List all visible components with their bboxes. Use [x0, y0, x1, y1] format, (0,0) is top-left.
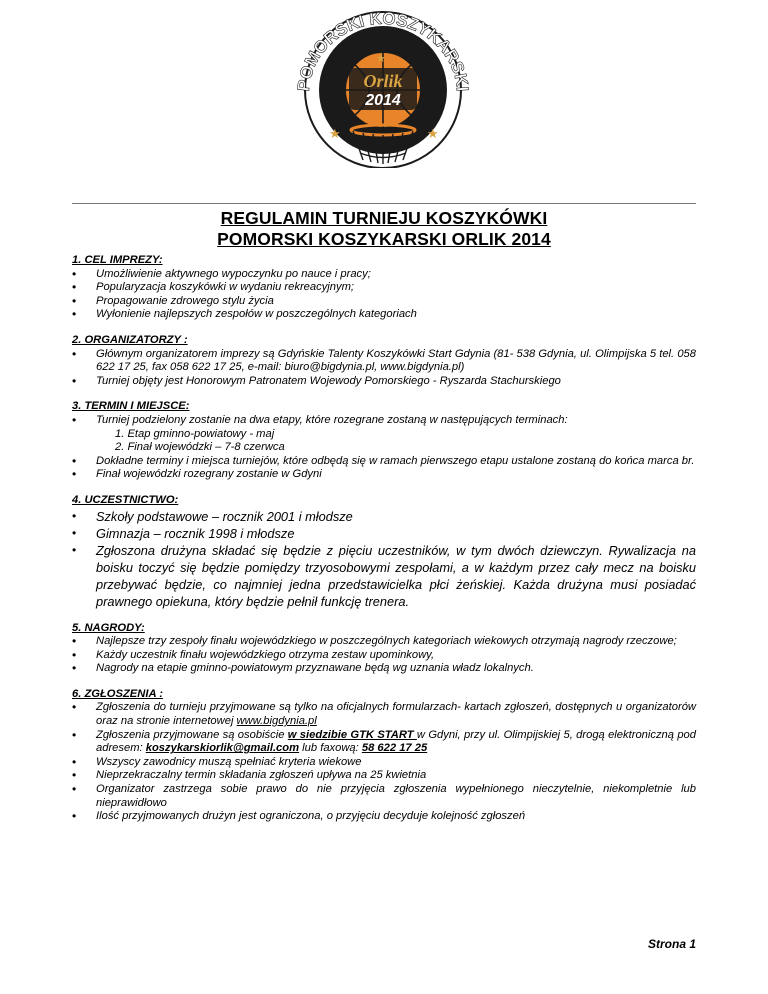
- tournament-logo: [285, 10, 481, 168]
- list-item: • Finał wojewódzki rozegrany zostanie w Gdyni: [72, 468, 696, 482]
- regulations-body: [72, 254, 696, 836]
- list-item: [72, 729, 696, 756]
- list-item-text: Turniej podzielony zostanie na dwa etapy, które rozegrane zostaną w następujących terminach:: [96, 413, 568, 426]
- document-subtitle: POMORSKI KOSZYKARSKI ORLIK 2014: [217, 229, 551, 249]
- section-heading: 2. ORGANIZATORZY :: [72, 333, 188, 346]
- section-prizes: [72, 622, 696, 676]
- section-participation: [72, 494, 696, 610]
- section-heading: 6. ZGŁOSZENIA :: [72, 687, 163, 700]
- list-item: • Umożliwienie aktywnego wypoczynku po nauce i pracy;: [72, 268, 696, 282]
- list-item: • Turniej objęty jest Honorowym Patronatem Wojewody Pomorskiego - Ryszarda Stachurskiego: [72, 375, 696, 389]
- list-item-text: Zgłoszenia do turnieju przyjmowane są tylko na oficjalnych formularzach- kartach zgłoszeń, dostępnych u organizatorów oraz na stronie internetowej: [96, 701, 696, 728]
- list-item: • Popularyzacja koszykówki w wydaniu rekreacyjnym;: [72, 281, 696, 295]
- section-heading: 4. UCZESTNICTWO:: [72, 493, 179, 506]
- section-organizers: [72, 334, 696, 388]
- logo-arc-text: POMORSKI KOSZYKARSKI: [293, 10, 472, 93]
- list-item: • Zgłoszona drużyna składać się będzie z pięciu uczestników, w tym dwóch dziewczyn. Rywalizacja na boisku toczyć się będzie pomiędzy trzyosobowymi zespołami, a w każdym przez cały mecz na boisku przebywać będzie, co najmniej jedna przedstawicielka płci żeńskiej. Każda drużyna musi posiadać prawnego opiekuna, który będzie pełnił funkcję trenera.: [72, 542, 696, 610]
- list-item: • Wyłonienie najlepszych zespołów w poszczególnych kategoriach: [72, 308, 696, 322]
- document-title: REGULAMIN TURNIEJU KOSZYKÓWKI: [220, 208, 548, 228]
- office-location: w siedzibie GTK START: [287, 728, 417, 741]
- list-item: • Nagrody na etapie gminno-powiatowym przyznawane będą wg uznania władz lokalnych.: [72, 662, 696, 676]
- list-item: [72, 414, 696, 455]
- star-icon: ★: [427, 126, 439, 141]
- section-heading: 1. CEL IMPREZY:: [72, 254, 163, 266]
- list-item: • Dokładne terminy i miejsca turniejów, które odbędą się w ramach pierwszego etapu ustalone zostaną do końca marca br.: [72, 455, 696, 469]
- list-item: • Szkoły podstawowe – rocznik 2001 i młodsze: [72, 508, 696, 525]
- list-item: • Propagowanie zdrowego stylu życia: [72, 295, 696, 309]
- logo-orlik: Orlik: [363, 71, 403, 91]
- list-item: • Najlepsze trzy zespoły finału wojewódzkiego w poszczególnych kategoriach wiekowych otrzymają nagrody rzeczowe;: [72, 635, 696, 649]
- list-item-text: lub faxową:: [299, 742, 362, 755]
- section-registration: [72, 688, 696, 824]
- section-heading: 5. NAGRODY:: [72, 621, 145, 634]
- list-item: • Nieprzekraczalny termin składania zgłoszeń upływa na 25 kwietnia: [72, 769, 696, 783]
- email-link[interactable]: koszykarskiorlik@gmail.com: [145, 742, 300, 755]
- website-link[interactable]: www.bigdynia.pl: [236, 715, 317, 728]
- sub-list-item: 1. Etap gminno-powiatowy - maj: [115, 427, 275, 440]
- list-item-text: w Gdyni, przy ul. Olimpijskiej 5, drogą elektroniczną pod adresem:: [96, 728, 696, 755]
- star-icon: ★: [329, 126, 341, 141]
- logo-year: 2014: [365, 92, 401, 109]
- header-rule: [72, 203, 696, 204]
- fax-number: 58 622 17 25: [361, 742, 428, 755]
- list-item: • Wszyscy zawodnicy muszą spełniać kryteria wiekowe: [72, 756, 696, 770]
- page-number: Strona 1: [647, 937, 696, 951]
- section-dates: [72, 400, 696, 482]
- sub-list-item: 2. Finał wojewódzki – 7-8 czerwca: [115, 441, 285, 454]
- star-icon: ★: [376, 53, 386, 65]
- list-item-text: Zgłoszenia przyjmowane są osobiście: [96, 728, 288, 741]
- section-heading: 3. TERMIN I MIEJSCE:: [72, 400, 190, 413]
- list-item: • Gimnazja – rocznik 1998 i młodsze: [72, 525, 696, 542]
- list-item: [72, 701, 696, 728]
- list-item: • Organizator zastrzega sobie prawo do nie przyjęcia zgłoszenia wypełnionego nieczytelnie, niekompletnie lub nieprawidłowo: [72, 783, 696, 810]
- section-goals: [72, 254, 696, 322]
- list-item: • Głównym organizatorem imprezy są Gdyńskie Talenty Koszykówki Start Gdynia (81- 538 Gdynia, ul. Olimpijska 5 tel. 058 622 17 25, fax 058 622 17 25, e-mail: biuro@bigdynia.pl, www.bigdynia.pl): [72, 348, 696, 375]
- list-item: • Ilość przyjmowanych drużyn jest ograniczona, o przyjęciu decyduje kolejność zgłoszeń: [72, 810, 696, 824]
- list-item: • Każdy uczestnik finału wojewódzkiego otrzyma zestaw upominkowy,: [72, 649, 696, 663]
